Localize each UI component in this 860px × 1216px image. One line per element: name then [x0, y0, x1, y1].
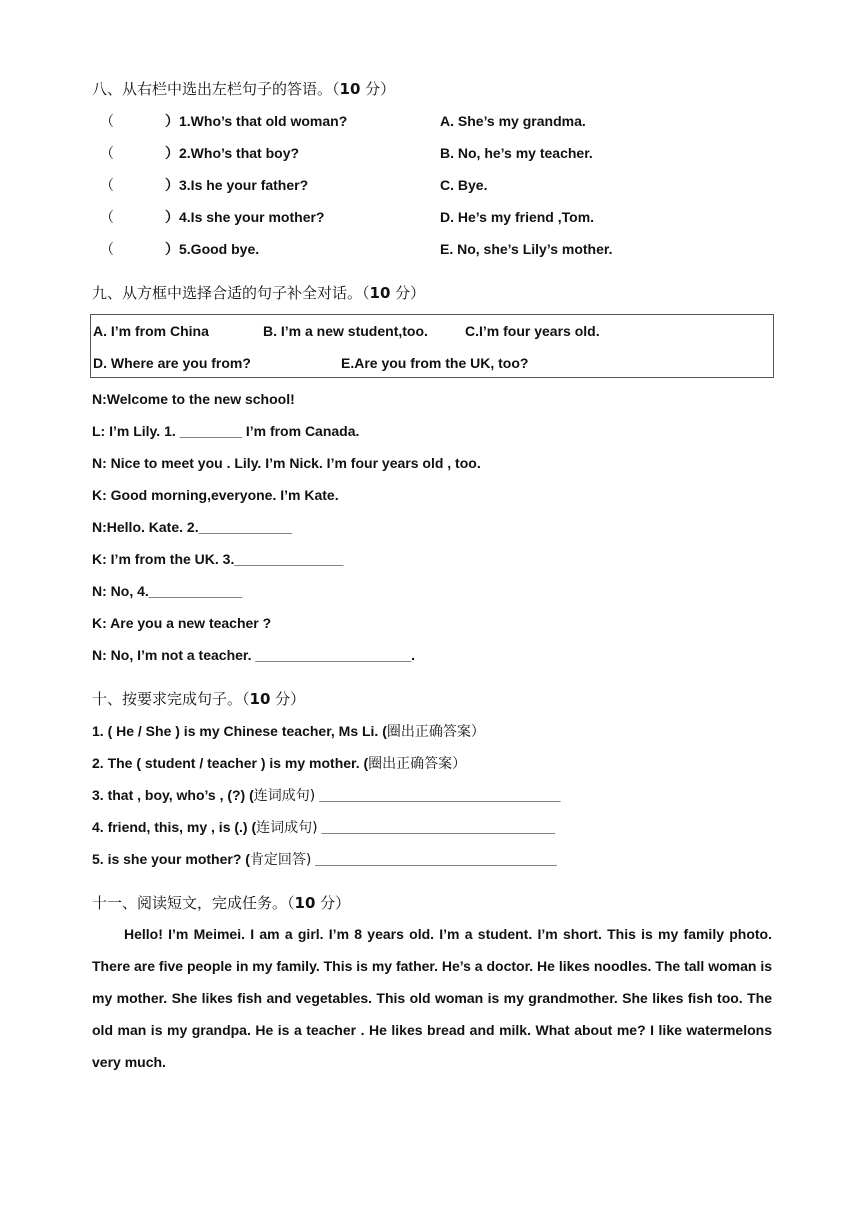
- task-text: 1. ( He / She ) is my Chinese teacher, Ms Li. (: [92, 723, 387, 739]
- answer-line[interactable]: _______________________________: [315, 787, 561, 803]
- spacer: [92, 880, 772, 892]
- sentence-task: [92, 848, 772, 880]
- answer-blank-open[interactable]: （: [100, 241, 114, 257]
- option-c: C.I’m four years old.: [465, 323, 600, 339]
- sentence-task: [92, 784, 772, 816]
- task-text: 3. that , boy, who’s , (?) (: [92, 787, 254, 803]
- dialogue-line: K: I’m from the UK. 3.______________: [92, 551, 344, 567]
- sentence-task: [92, 720, 772, 752]
- match-row: [92, 174, 772, 206]
- task-instruction: 肯定回答): [249, 852, 312, 868]
- match-row: [92, 142, 772, 174]
- options-box: [90, 314, 774, 378]
- dialogue: [92, 388, 772, 676]
- spacer: [92, 270, 772, 282]
- question-text: ）4.Is she your mother?: [165, 209, 325, 225]
- answer-option: D. He’s my friend ,Tom.: [440, 209, 595, 225]
- section-8-title: 八、从右栏中选出左栏句子的答语。（10 分）: [92, 80, 396, 98]
- answer-option: A. She’s my grandma.: [440, 113, 586, 129]
- worksheet-page: [92, 78, 772, 1078]
- answer-line[interactable]: _______________________________: [311, 851, 557, 867]
- answer-option: B. No, he’s my teacher.: [440, 145, 593, 161]
- dialogue-line: N: No, I’m not a teacher. ____________________.: [92, 647, 415, 663]
- dialogue-line: N:Welcome to the new school!: [92, 391, 295, 407]
- match-row: [92, 238, 772, 270]
- dialogue-line: N:Hello. Kate. 2.____________: [92, 519, 293, 535]
- task-instruction: 圈出正确答案）: [368, 756, 467, 772]
- reading-passage: Hello! I’m Meimei. I am a girl. I’m 8 years old. I’m a student. I’m short. This is my family photo. There are five people in my family. This is my father. He’s a doctor. He likes noodles. The tall woman is my mother. She likes fish and vegetables. This old woman is my grandmother. She likes fish too. The old man is my grandpa. He is a teacher . He likes bread and milk. What about me? I like watermelons very much.: [92, 926, 772, 1070]
- sentence-tasks: [92, 720, 772, 880]
- section-9-title: 九、从方框中选择合适的句子补全对话。（10 分）: [92, 284, 426, 302]
- dialogue-line: L: I’m Lily. 1. ________ I’m from Canada.: [92, 423, 360, 439]
- question-text: ）3.Is he your father?: [165, 177, 309, 193]
- task-text: 4. friend, this, my , is (.) (: [92, 819, 257, 835]
- answer-option: E. No, she’s Lily’s mother.: [440, 241, 613, 257]
- section-8-questions: [92, 110, 772, 270]
- answer-blank-open[interactable]: （: [100, 113, 114, 129]
- task-instruction: 圈出正确答案）: [386, 724, 485, 740]
- task-instruction: 连词成句): [253, 788, 316, 804]
- sentence-task: [92, 752, 772, 784]
- task-text: 2. The ( student / teacher ) is my mother. (: [92, 755, 369, 771]
- spacer: [92, 676, 772, 688]
- answer-blank-open[interactable]: （: [100, 209, 114, 225]
- sentence-task: [92, 816, 772, 848]
- match-row: [92, 206, 772, 238]
- dialogue-line: K: Good morning,everyone. I’m Kate.: [92, 487, 339, 503]
- dialogue-line: N: Nice to meet you . Lily. I’m Nick. I’m four years old , too.: [92, 455, 481, 471]
- question-text: ）2.Who’s that boy?: [165, 145, 300, 161]
- section-10-title: 十、按要求完成句子。（10 分）: [92, 690, 306, 708]
- section-11-title: 十一、阅读短文，完成任务。（10 分）: [92, 894, 351, 912]
- dialogue-line: N: No, 4.____________: [92, 583, 243, 599]
- task-instruction: 连词成句): [256, 820, 318, 836]
- answer-blank-open[interactable]: （: [100, 177, 114, 193]
- question-text: ）1.Who’s that old woman?: [165, 113, 348, 129]
- task-text: 5. is she your mother? (: [92, 851, 250, 867]
- answer-blank-open[interactable]: （: [100, 145, 114, 161]
- option-e: E.Are you from the UK, too?: [341, 355, 529, 371]
- answer-line[interactable]: ______________________________: [317, 819, 556, 835]
- answer-option: C. Bye.: [440, 177, 488, 193]
- option-d: D. Where are you from?: [93, 355, 251, 371]
- dialogue-line: K: Are you a new teacher ?: [92, 615, 272, 631]
- option-a: A. I’m from China: [93, 323, 209, 339]
- question-text: ）5.Good bye.: [165, 241, 260, 257]
- match-row: [92, 110, 772, 142]
- option-b: B. I’m a new student,too.: [263, 323, 428, 339]
